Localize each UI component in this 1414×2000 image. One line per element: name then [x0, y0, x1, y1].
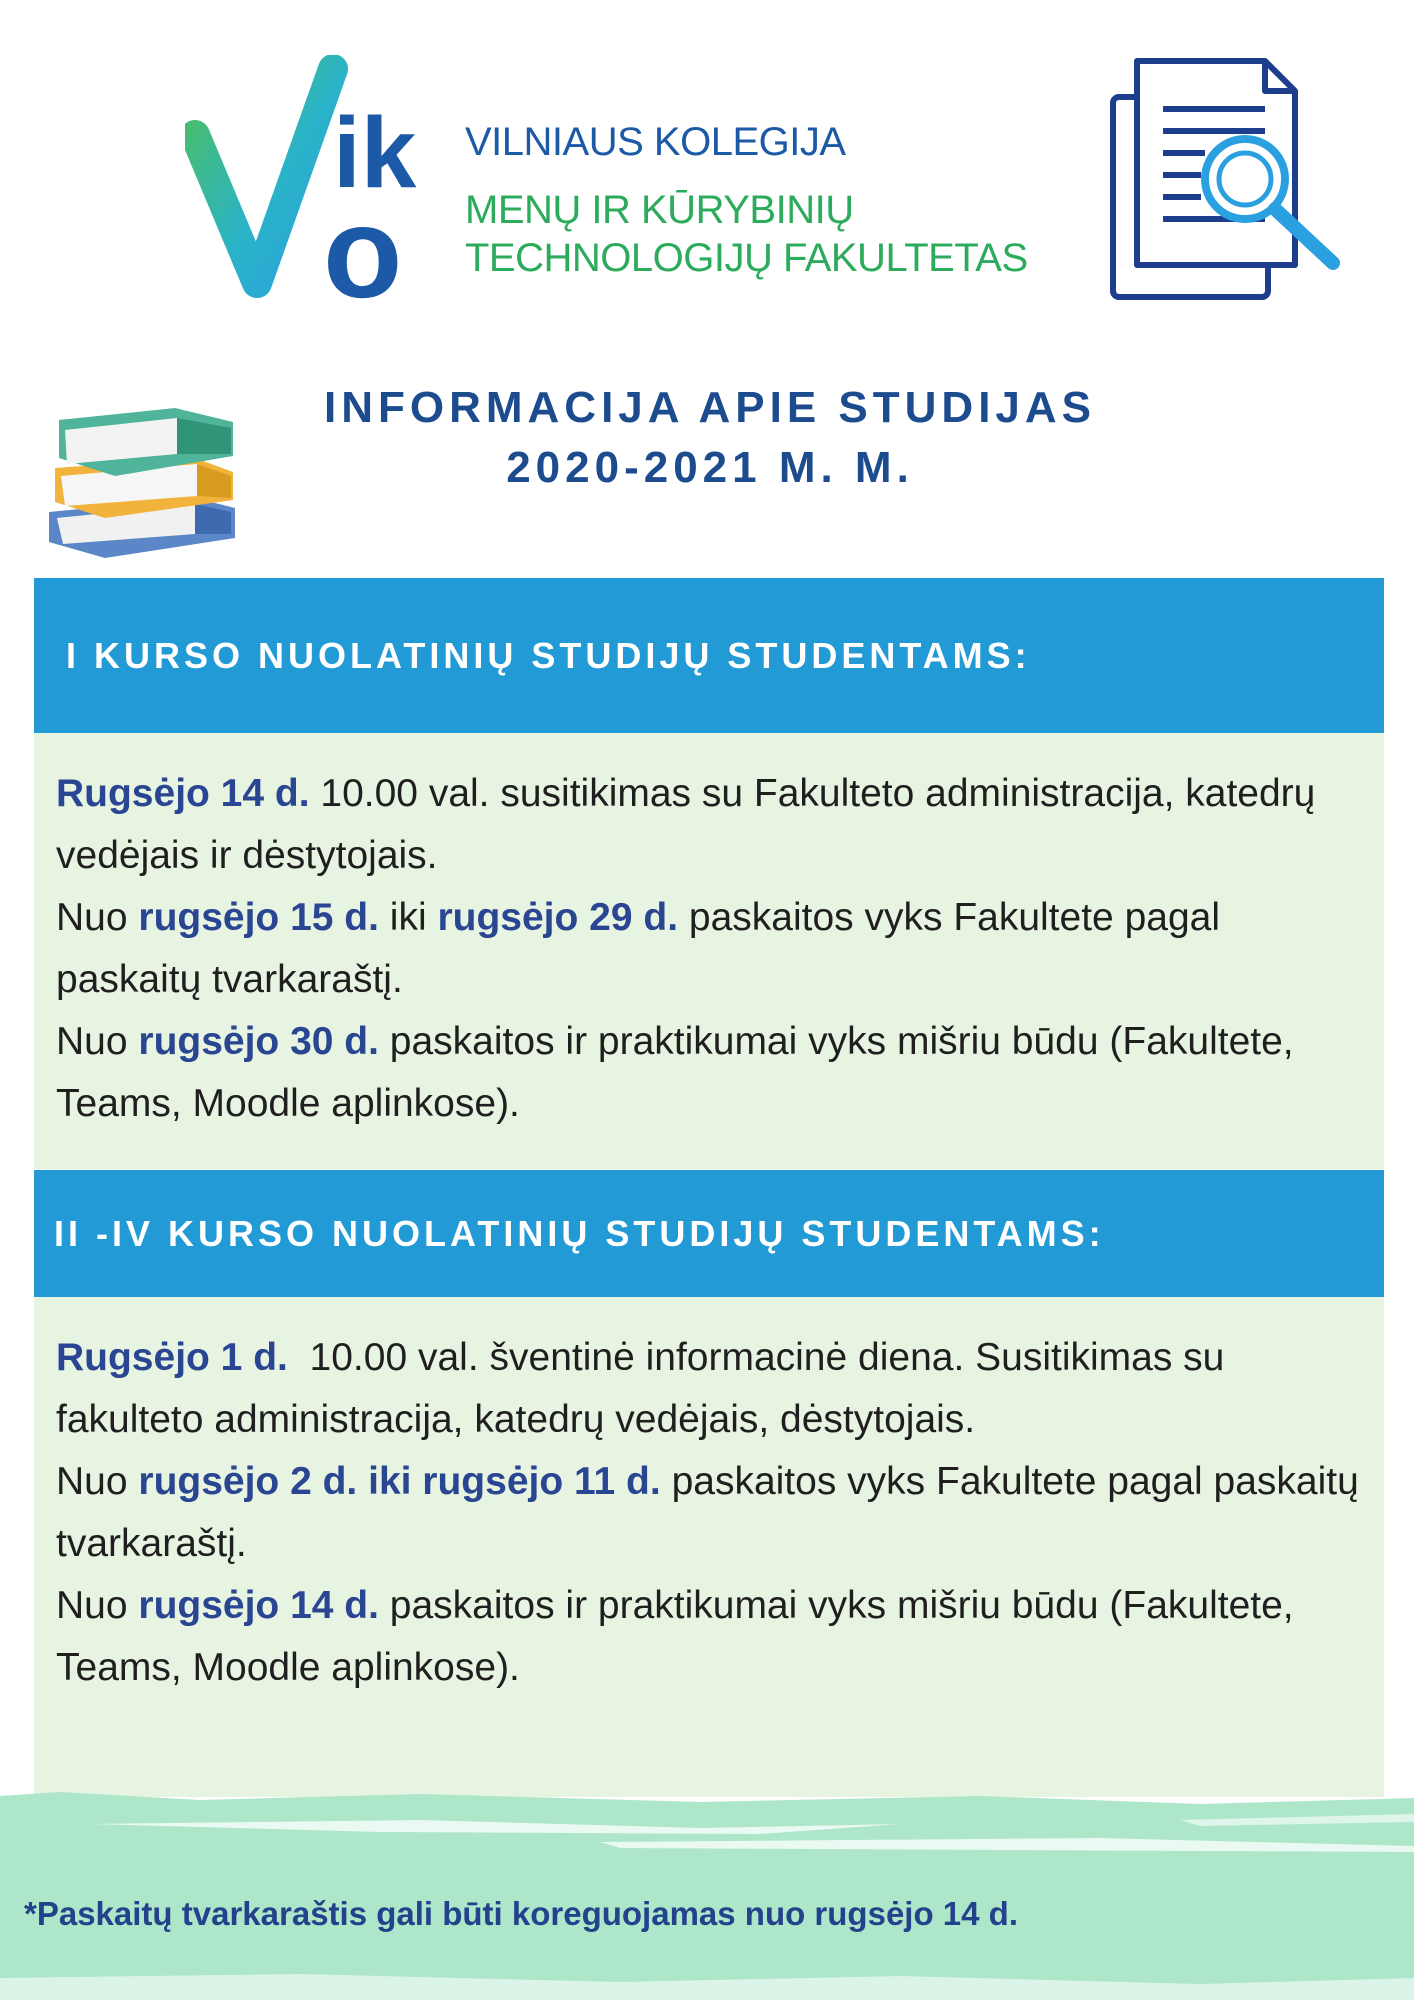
- logo-college-name: VILNIAUS KOLEGIJA: [465, 120, 846, 164]
- logo-text: [465, 122, 1028, 278]
- paragraph-text: Nuo: [56, 1584, 139, 1627]
- date-highlight: rugsėjo 15 d.: [138, 896, 379, 939]
- date-highlight: Rugsėjo 1 d.: [56, 1336, 288, 1379]
- paragraph-text: paskaitos ir praktikumai vyks mišriu būdu (Fakultete, Teams, Moodle aplinkose).: [56, 1584, 1294, 1689]
- date-highlight: rugsėjo 29 d.: [437, 896, 679, 939]
- title-line-1: INFORMACIJA APIE STUDIJAS: [323, 383, 1097, 432]
- section2-paragraph-1: [56, 1327, 1360, 1451]
- logo-letters-ik: ik: [333, 97, 417, 209]
- section2-paragraph-3: [56, 1575, 1360, 1699]
- logo-faculty-line1: MENŲ IR KŪRYBINIŲ: [465, 188, 854, 232]
- footer-note: *Paskaitų tvarkaraštis gali būti koreguojamas nuo rugsėjo 14 d.: [24, 1895, 1018, 1932]
- paragraph-text: 10.00 val. susitikimas su Fakulteto administracija, katedrų vedėjais ir dėstytojais.: [56, 772, 1316, 877]
- paragraph-text: Nuo: [56, 896, 139, 939]
- paragraph-text: iki: [378, 896, 438, 939]
- date-highlight: rugsėjo 30 d.: [138, 1020, 379, 1063]
- section1-header-text: I KURSO NUOLATINIŲ STUDIJŲ STUDENTAMS:: [66, 634, 1031, 676]
- section1-paragraph-1: [56, 763, 1360, 887]
- date-highlight: Rugsėjo 14 d.: [56, 772, 310, 815]
- date-highlight: rugsėjo 2 d. iki rugsėjo 11 d.: [138, 1460, 661, 1503]
- section2-header: [34, 1170, 1384, 1297]
- section1-body: [34, 733, 1384, 1169]
- paragraph-text: paskaitos vyks Fakultete pagal paskaitų tvarkaraštį.: [56, 896, 1220, 1001]
- page-title: [230, 378, 1190, 498]
- vilnius-kolegija-logo: [185, 55, 445, 305]
- section1-paragraph-2: [56, 887, 1360, 1011]
- paragraph-text: 10.00 val. šventinė informacinė diena. Susitikimas su fakulteto administracija, katedrų vedėjais, dėstytojais.: [56, 1336, 1236, 1441]
- title-line-2: 2020-2021 M. M.: [506, 443, 914, 492]
- paragraph-text: paskaitos vyks Fakultete pagal paskaitų tvarkaraštį.: [56, 1460, 1359, 1565]
- section1-header: [34, 578, 1384, 733]
- paragraph-text: paskaitos ir praktikumai vyks mišriu būdu (Fakultete, Teams, Moodle aplinkose).: [56, 1020, 1294, 1125]
- paragraph-text: Nuo: [56, 1460, 139, 1503]
- paragraph-text: Nuo: [56, 1020, 139, 1063]
- date-highlight: rugsėjo 14 d.: [138, 1584, 379, 1627]
- logo-letter-o: o: [323, 179, 403, 305]
- books-stack-icon: [45, 400, 245, 565]
- section2-paragraph-2: [56, 1451, 1360, 1575]
- section2-body: [34, 1297, 1384, 1797]
- section2-header-text: II -IV KURSO NUOLATINIŲ STUDIJŲ STUDENTAMS:: [54, 1212, 1105, 1254]
- logo-faculty-line2: TECHNOLOGIJŲ FAKULTETAS: [465, 236, 1028, 280]
- section1-paragraph-3: [56, 1011, 1360, 1135]
- document-search-icon: [1105, 55, 1365, 305]
